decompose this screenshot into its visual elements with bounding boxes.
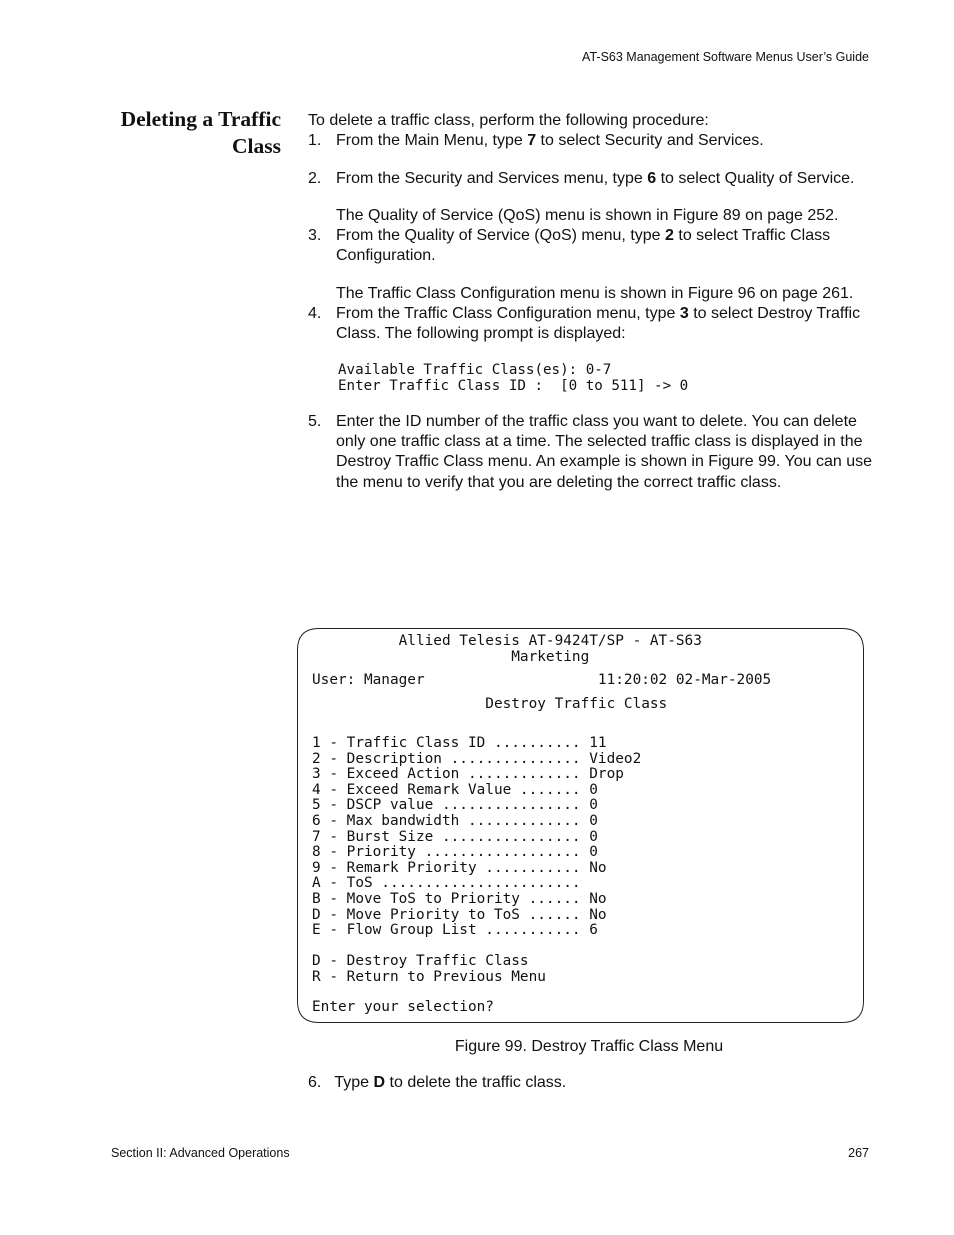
menu-item: 8 - Priority .................. 0 <box>312 844 598 861</box>
screen-user-time: User: Manager 11:20:02 02-Mar-2005 <box>312 672 772 688</box>
step-text: From the Security and Services menu, type <box>336 169 648 187</box>
screen-title: Allied Telesis AT-9424T/SP - AT-S63 <box>312 633 702 649</box>
step-2 <box>308 169 878 189</box>
step-number: 3. <box>308 227 322 245</box>
figure-caption: Figure 99. Destroy Traffic Class Menu <box>454 1038 724 1055</box>
menu-item: 2 - Description ............... Video2 <box>312 750 642 767</box>
step-3-note: The Traffic Class Configuration menu is shown in Figure 96 on page 261. <box>336 284 854 302</box>
step-2-note: The Quality of Service (QoS) menu is shown in Figure 89 on page 252. <box>336 206 839 224</box>
section-title <box>100 106 281 160</box>
menu-item: 6 - Max bandwidth ............. 0 <box>312 813 598 829</box>
selection-prompt: Enter your selection? <box>312 999 494 1015</box>
running-header: AT-S63 Management Software Menus User’s Guide <box>582 50 869 64</box>
step-text: to select Quality of Service. <box>656 169 855 187</box>
code-line: Enter Traffic Class ID : [0 to 511] -> 0 <box>338 378 689 395</box>
menu-item: 4 - Exceed Remark Value ....... 0 <box>312 781 598 798</box>
menu-item: 9 - Remark Priority ........... No <box>312 859 607 876</box>
menu-item: B - Move ToS to Priority ...... No <box>312 891 607 907</box>
step-text: to select Traffic Class Configuration. <box>336 227 831 265</box>
step-number: 2. <box>308 169 322 187</box>
step-key: 7 <box>527 132 537 150</box>
footer-page-number: 267 <box>848 1146 869 1160</box>
terminal-screen-figure <box>297 628 864 1023</box>
step-6 <box>308 1074 878 1092</box>
step-text: to select Security and Services. <box>536 132 764 150</box>
step-number: 5. <box>308 412 322 430</box>
step-text: From the Quality of Service (QoS) menu, type <box>336 227 666 245</box>
menu-item: 1 - Traffic Class ID .......... 11 <box>312 735 607 751</box>
step-key: 6 <box>647 169 657 187</box>
step-4 <box>308 304 878 345</box>
step-key: 2 <box>665 227 674 245</box>
menu-action: R - Return to Previous Menu <box>312 968 546 985</box>
step-text: Enter the ID number of the traffic class you want to delete. You can delete only one traffic class at a time. The selected traffic class is displayed in the Destroy Traffic Class menu. An example is shown in Figure 99. You can use the menu to verify that you are deleting the correct traffic class. <box>336 412 872 491</box>
menu-item: 3 - Exceed Action ............. Drop <box>312 766 624 783</box>
intro-text: To delete a traffic class, perform the following procedure: <box>308 112 709 129</box>
procedure-body <box>308 111 878 510</box>
prompt-code-block <box>308 362 878 395</box>
step-number: 4. <box>308 305 322 323</box>
menu-item: E - Flow Group List ........... 6 <box>312 922 598 939</box>
screen-subtitle: Marketing <box>312 649 590 665</box>
step-text: Type <box>334 1074 374 1091</box>
menu-item: 7 - Burst Size ................ 0 <box>312 828 598 845</box>
section-title-line2: Class <box>232 134 281 158</box>
step-3 <box>308 226 878 267</box>
menu-action: D - Destroy Traffic Class <box>312 953 529 969</box>
step-text: to select Destroy Traffic Class. The following prompt is displayed: <box>336 305 861 343</box>
step-text: From the Traffic Class Configuration menu, type <box>336 305 680 323</box>
menu-item: D - Move Priority to ToS ...... No <box>312 906 607 923</box>
step-number: 1. <box>308 132 322 150</box>
terminal-text <box>312 633 772 1015</box>
step-1 <box>308 131 878 151</box>
menu-item: 5 - DSCP value ................ 0 <box>312 797 598 814</box>
step-key: D <box>373 1074 386 1091</box>
step-text: From the Main Menu, type <box>336 132 528 150</box>
step-text: to delete the traffic class. <box>385 1074 567 1091</box>
menu-item: A - ToS ....................... <box>312 875 581 892</box>
step-5 <box>308 412 878 493</box>
screen-menu-title: Destroy Traffic Class <box>312 696 668 712</box>
step-key: 3 <box>679 305 689 323</box>
code-line: Available Traffic Class(es): 0-7 <box>338 361 612 378</box>
footer-section: Section II: Advanced Operations <box>111 1146 290 1160</box>
section-title-line1: Deleting a Traffic <box>120 107 281 131</box>
step-number: 6. <box>308 1074 322 1091</box>
